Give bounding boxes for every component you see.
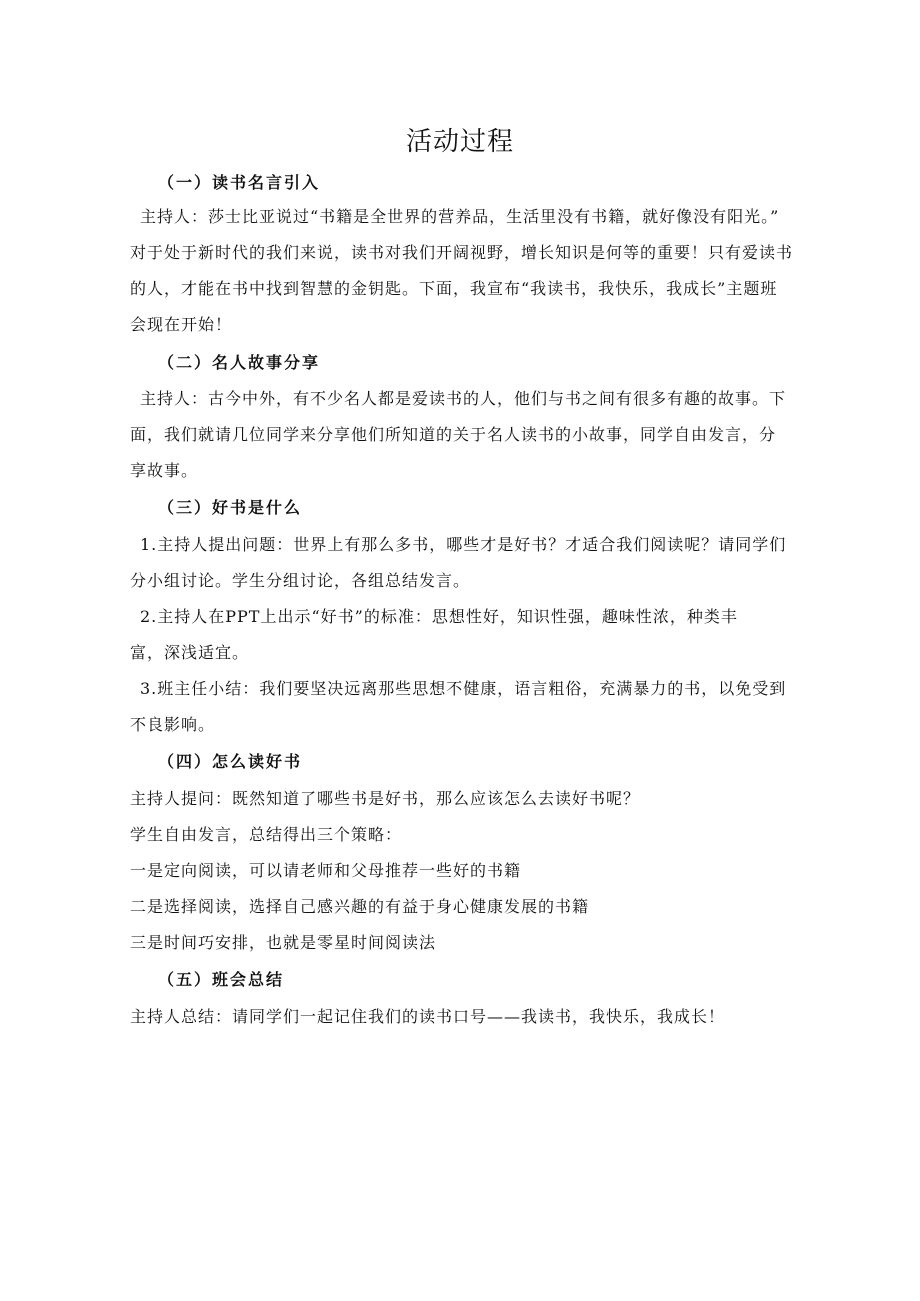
- paragraph-line: 学生自由发言，总结得出三个策略：: [130, 825, 403, 844]
- paragraph-line: 享故事。: [130, 461, 199, 480]
- paragraph-line: 会现在开始！: [130, 315, 233, 334]
- paragraph-line: 主持人总结：请同学们一起记住我们的读书口号——我读书，我快乐，我成长！: [130, 1007, 726, 1026]
- section-heading-2: （二）名人故事分享: [158, 353, 321, 372]
- paragraph-line: 主持人：莎士比亚说过“书籍是全世界的营养品，生活里没有书籍，就好像没有阳光。”: [140, 207, 780, 226]
- section-heading-5: （五）班会总结: [158, 970, 285, 989]
- section-heading-3: （三）好书是什么: [158, 498, 303, 517]
- paragraph-line: 不良影响。: [130, 715, 216, 734]
- paragraph-line: 主持人提问：既然知道了哪些书是好书，那么应该怎么去读好书呢？: [130, 789, 641, 808]
- section-heading-1: （一）读书名言引入: [158, 173, 321, 192]
- paragraph-line: 的人，才能在书中找到智慧的金钥匙。下面，我宣布“我读书，我快乐，我成长”主题班: [130, 279, 778, 298]
- paragraph-line: 分小组讨论。学生分组讨论，各组总结发言。: [130, 571, 471, 590]
- paragraph-line: 三是时间巧安排，也就是零星时间阅读法: [130, 933, 437, 952]
- paragraph-line: 3.班主任小结：我们要坚决远离那些思想不健康，语言粗俗，充满暴力的书，以免受到: [140, 679, 787, 698]
- paragraph-line: 2.主持人在PPT上出示“好书”的标准：思想性好，知识性强，趣味性浓，种类丰: [140, 607, 738, 626]
- section-heading-4: （四）怎么读好书: [158, 752, 303, 771]
- paragraph-line: 一是定向阅读，可以请老师和父母推荐一些好的书籍: [130, 861, 522, 880]
- paragraph-line: 面，我们就请几位同学来分享他们所知道的关于名人读书的小故事，同学自由发言，分: [130, 425, 777, 444]
- page-title: 活动过程: [405, 127, 514, 157]
- paragraph-line: 二是选择阅读，选择自己感兴趣的有益于身心健康发展的书籍: [130, 897, 590, 916]
- paragraph-line: 1.主持人提出问题：世界上有那么多书，哪些才是好书？才适合我们阅读呢？请同学们: [140, 535, 787, 554]
- paragraph-line: 富，深浅适宜。: [130, 643, 250, 662]
- paragraph-line: 对于处于新时代的我们来说，读书对我们开阔视野，增长知识是何等的重要！只有爱读书: [130, 243, 794, 262]
- paragraph-line: 主持人：古今中外，有不少名人都是爱读书的人，他们与书之间有很多有趣的故事。下: [140, 389, 787, 408]
